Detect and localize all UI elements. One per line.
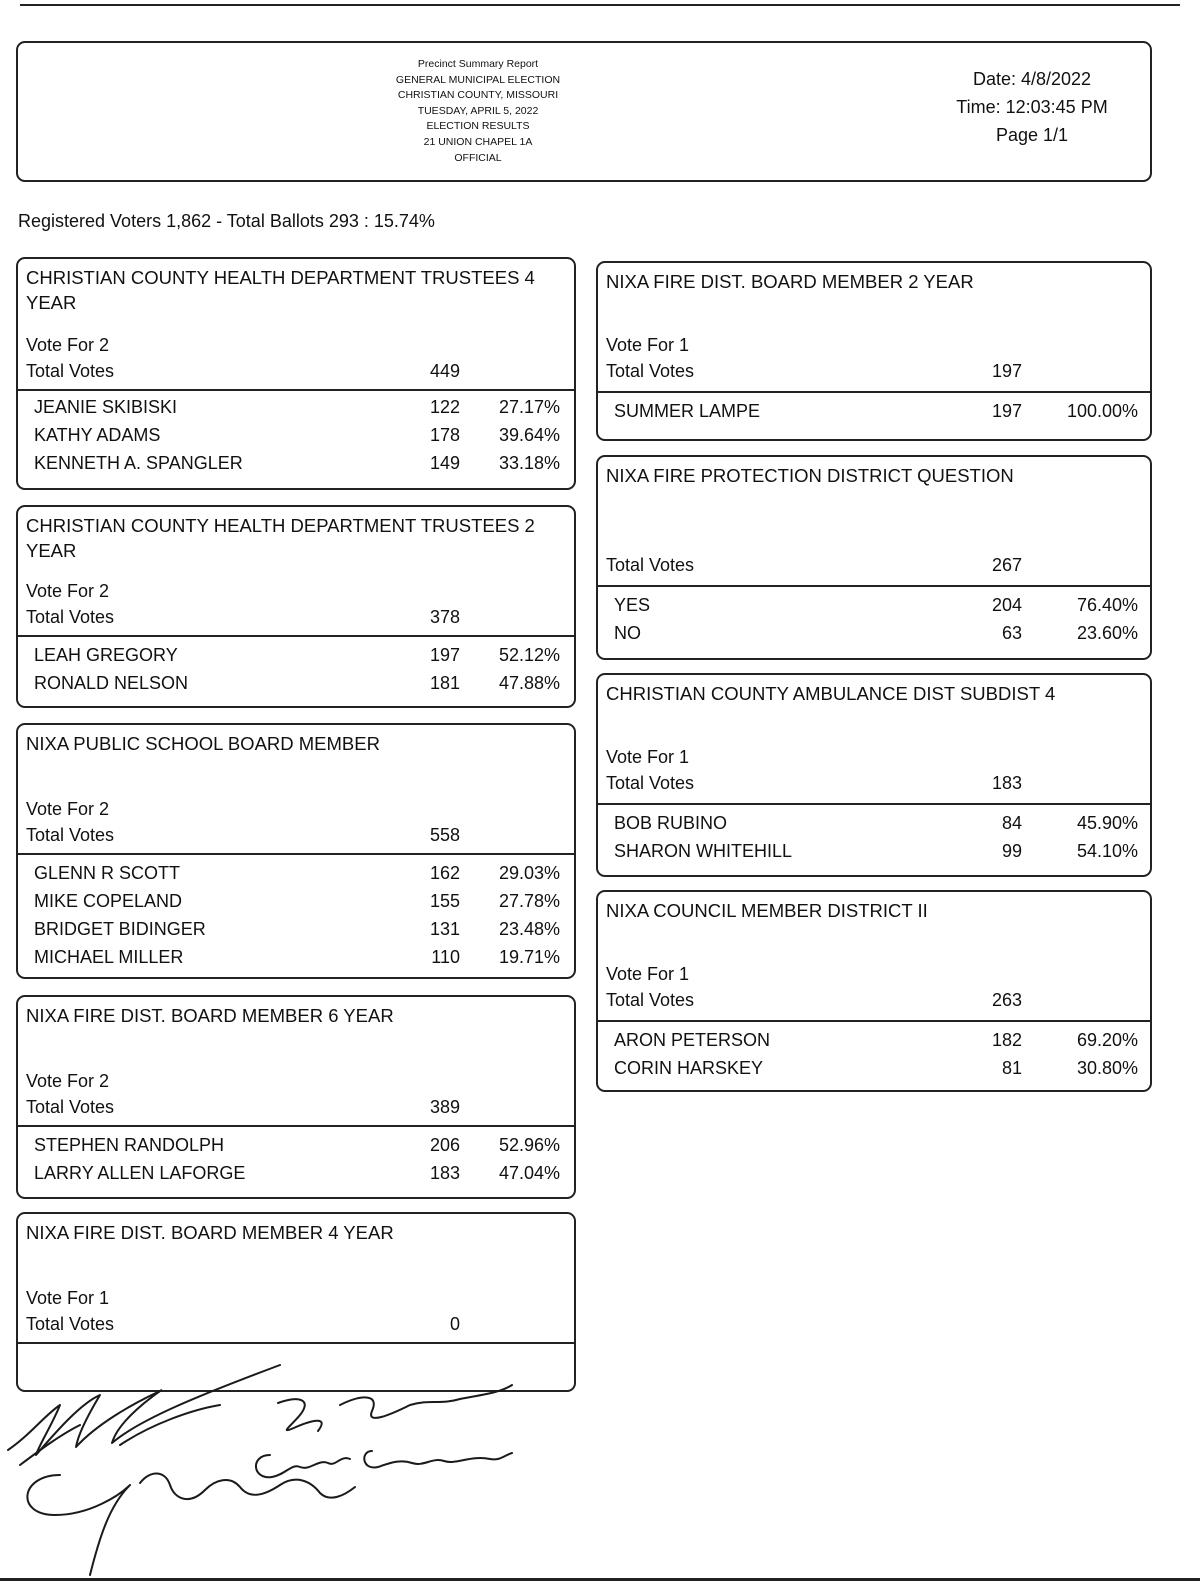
contest-title: NIXA FIRE DIST. BOARD MEMBER 4 YEAR: [26, 1222, 394, 1243]
total-votes-label: Total Votes: [26, 607, 115, 627]
total-votes-value: 267: [991, 555, 1022, 575]
candidate-name: MICHAEL MILLER: [34, 947, 184, 967]
candidate-row: [598, 1030, 1150, 1058]
section-divider: [18, 853, 574, 855]
contest-title: NIXA FIRE PROTECTION DISTRICT QUESTION: [606, 465, 1014, 486]
candidate-name: LEAH GREGORY: [34, 645, 178, 665]
total-votes-label: Total Votes: [26, 1314, 115, 1334]
total-votes-value: 263: [991, 990, 1022, 1010]
candidate-votes: 149: [429, 453, 460, 473]
contest-title: CHRISTIAN COUNTY HEALTH DEPARTMENT TRUSTEES 2 YEAR: [26, 515, 535, 561]
contest-title: NIXA PUBLIC SCHOOL BOARD MEMBER: [26, 733, 380, 754]
candidate-votes: 81: [1001, 1058, 1022, 1078]
candidate-votes: 197: [991, 401, 1022, 421]
vote-for-label: Vote For 2: [26, 581, 110, 601]
candidate-percent: 45.90%: [1076, 813, 1138, 833]
candidate-name: SHARON WHITEHILL: [614, 841, 793, 861]
election-name: GENERAL MUNICIPAL ELECTION: [395, 73, 561, 86]
candidate-percent: 23.48%: [498, 919, 560, 939]
candidate-percent: 27.78%: [498, 891, 560, 911]
candidate-row: [18, 1135, 574, 1163]
candidate-percent: 33.18%: [498, 453, 560, 473]
candidate-row: [18, 919, 574, 947]
candidate-row: [598, 841, 1150, 869]
contest-fire-board-6yr: [16, 995, 576, 1199]
total-votes-value: 449: [429, 361, 460, 381]
total-votes-value: 389: [429, 1097, 460, 1117]
candidate-row: [18, 891, 574, 919]
candidate-name: CORIN HARSKEY: [614, 1058, 764, 1078]
contest-title: CHRISTIAN COUNTY HEALTH DEPARTMENT TRUSTEES 4 YEAR: [26, 267, 535, 313]
candidate-name: KATHY ADAMS: [34, 425, 161, 445]
candidate-votes: 178: [429, 425, 460, 445]
candidate-row: [598, 401, 1150, 429]
candidate-row: [18, 645, 574, 673]
signature-4: [256, 1451, 512, 1477]
precinct-name: 21 UNION CHAPEL 1A: [423, 135, 533, 148]
section-divider: [18, 1342, 574, 1344]
candidate-name: MIKE COPELAND: [34, 891, 183, 911]
report-title-block: [348, 57, 608, 166]
candidate-percent: 52.12%: [498, 645, 560, 665]
candidate-percent: 54.10%: [1076, 841, 1138, 861]
vote-for-label: Vote For 1: [26, 1288, 110, 1308]
candidate-name: STEPHEN RANDOLPH: [34, 1135, 225, 1155]
report-meta: [922, 65, 1142, 149]
top-rule: [20, 4, 1180, 6]
candidate-percent: 69.20%: [1076, 1030, 1138, 1050]
candidate-votes: 155: [429, 891, 460, 911]
candidate-row: [18, 1163, 574, 1191]
total-votes-label: Total Votes: [26, 1097, 115, 1117]
election-date: TUESDAY, APRIL 5, 2022: [417, 104, 539, 117]
candidate-percent: 39.64%: [498, 425, 560, 445]
candidate-votes: 99: [1001, 841, 1022, 861]
candidate-row: [598, 1058, 1150, 1086]
candidate-name: LARRY ALLEN LAFORGE: [34, 1163, 246, 1183]
turnout-summary: Registered Voters 1,862 - Total Ballots 293 : 15.74%: [18, 211, 435, 231]
candidate-name: KENNETH A. SPANGLER: [34, 453, 243, 473]
candidate-votes: 110: [431, 947, 460, 967]
contest-title: CHRISTIAN COUNTY AMBULANCE DIST SUBDIST 4: [606, 683, 1056, 704]
candidate-votes: 183: [429, 1163, 460, 1183]
candidate-percent: 47.04%: [498, 1163, 560, 1183]
section-divider: [598, 585, 1150, 587]
total-votes-value: 183: [991, 773, 1022, 793]
contest-ambulance-subdist-4: [596, 673, 1152, 877]
candidate-row: [18, 673, 574, 701]
candidate-row: [598, 623, 1150, 651]
total-votes-value: 558: [429, 825, 460, 845]
candidate-name: NO: [614, 623, 641, 643]
candidate-percent: 76.40%: [1076, 595, 1138, 615]
candidate-name: BOB RUBINO: [614, 813, 728, 833]
official-label: OFFICIAL: [454, 151, 502, 164]
signature-1: [8, 1365, 280, 1455]
candidate-row: [598, 595, 1150, 623]
vote-for-label: Vote For 1: [606, 964, 690, 984]
candidate-votes: 182: [991, 1030, 1022, 1050]
contest-health-trustees-4yr: [16, 257, 576, 490]
section-divider: [598, 803, 1150, 805]
page-number: Page 1/1: [995, 125, 1069, 145]
vote-for-label: Vote For 2: [26, 799, 110, 819]
candidate-percent: 23.60%: [1076, 623, 1138, 643]
vote-for-label: Vote For 1: [606, 747, 690, 767]
candidate-row: [18, 453, 574, 481]
contest-title: NIXA FIRE DIST. BOARD MEMBER 6 YEAR: [26, 1005, 394, 1026]
candidate-percent: 47.88%: [498, 673, 560, 693]
total-votes-label: Total Votes: [606, 361, 695, 381]
candidate-votes: 162: [429, 863, 460, 883]
section-divider: [598, 391, 1150, 393]
candidate-name: SUMMER LAMPE: [614, 401, 761, 421]
candidate-row: [18, 947, 574, 975]
candidate-votes: 181: [429, 673, 460, 693]
report-time: Time: 12:03:45 PM: [956, 97, 1108, 117]
candidate-row: [598, 813, 1150, 841]
candidate-name: ARON PETERSON: [614, 1030, 771, 1050]
signature-5: [27, 1473, 355, 1575]
candidate-row: [18, 425, 574, 453]
section-divider: [18, 389, 574, 391]
section-divider: [598, 1020, 1150, 1022]
section-divider: [18, 635, 574, 637]
candidate-percent: 100.00%: [1066, 401, 1138, 421]
bottom-rule: [0, 1578, 1200, 1581]
candidate-votes: 131: [429, 919, 460, 939]
candidate-percent: 30.80%: [1076, 1058, 1138, 1078]
signature-3: [278, 1385, 512, 1431]
total-votes-label: Total Votes: [26, 361, 115, 381]
candidate-name: BRIDGET BIDINGER: [34, 919, 206, 939]
vote-for-label: Vote For 2: [26, 1071, 110, 1091]
candidate-name: YES: [614, 595, 651, 615]
vote-for-label: Vote For 1: [606, 335, 690, 355]
contest-title: NIXA FIRE DIST. BOARD MEMBER 2 YEAR: [606, 271, 974, 292]
report-date: Date: 4/8/2022: [972, 69, 1092, 89]
total-votes-value: 378: [429, 607, 460, 627]
candidate-votes: 197: [429, 645, 460, 665]
candidate-name: RONALD NELSON: [34, 673, 189, 693]
total-votes-label: Total Votes: [606, 773, 695, 793]
contest-council-district-2: [596, 890, 1152, 1092]
report-header: [16, 41, 1152, 182]
total-votes-label: Total Votes: [606, 990, 695, 1010]
candidate-votes: 206: [429, 1135, 460, 1155]
total-votes-value: 0: [449, 1314, 460, 1334]
contest-school-board: [16, 723, 576, 979]
candidate-votes: 63: [1001, 623, 1022, 643]
contest-health-trustees-2yr: [16, 505, 576, 708]
total-votes-label: Total Votes: [26, 825, 115, 845]
vote-for-label: Vote For 2: [26, 335, 110, 355]
contest-title: NIXA COUNCIL MEMBER DISTRICT II: [606, 900, 928, 921]
candidate-name: JEANIE SKIBISKI: [34, 397, 178, 417]
candidate-name: GLENN R SCOTT: [34, 863, 181, 883]
candidate-percent: 19.71%: [498, 947, 560, 967]
total-votes-value: 197: [991, 361, 1022, 381]
report-title: Precinct Summary Report: [417, 58, 539, 70]
contest-fire-board-2yr: [596, 261, 1152, 441]
candidate-votes: 122: [429, 397, 460, 417]
official-signatures: [0, 1355, 560, 1585]
candidate-percent: 29.03%: [498, 863, 560, 883]
candidate-row: [18, 397, 574, 425]
section-divider: [18, 1125, 574, 1127]
candidate-row: [18, 863, 574, 891]
candidate-percent: 27.17%: [498, 397, 560, 417]
county-name: CHRISTIAN COUNTY, MISSOURI: [397, 89, 559, 102]
contest-fire-district-question: [596, 455, 1152, 660]
total-votes-label: Total Votes: [606, 555, 695, 575]
candidate-votes: 84: [1001, 813, 1022, 833]
results-label: ELECTION RESULTS: [426, 120, 530, 133]
candidate-percent: 52.96%: [498, 1135, 560, 1155]
candidate-votes: 204: [991, 595, 1022, 615]
